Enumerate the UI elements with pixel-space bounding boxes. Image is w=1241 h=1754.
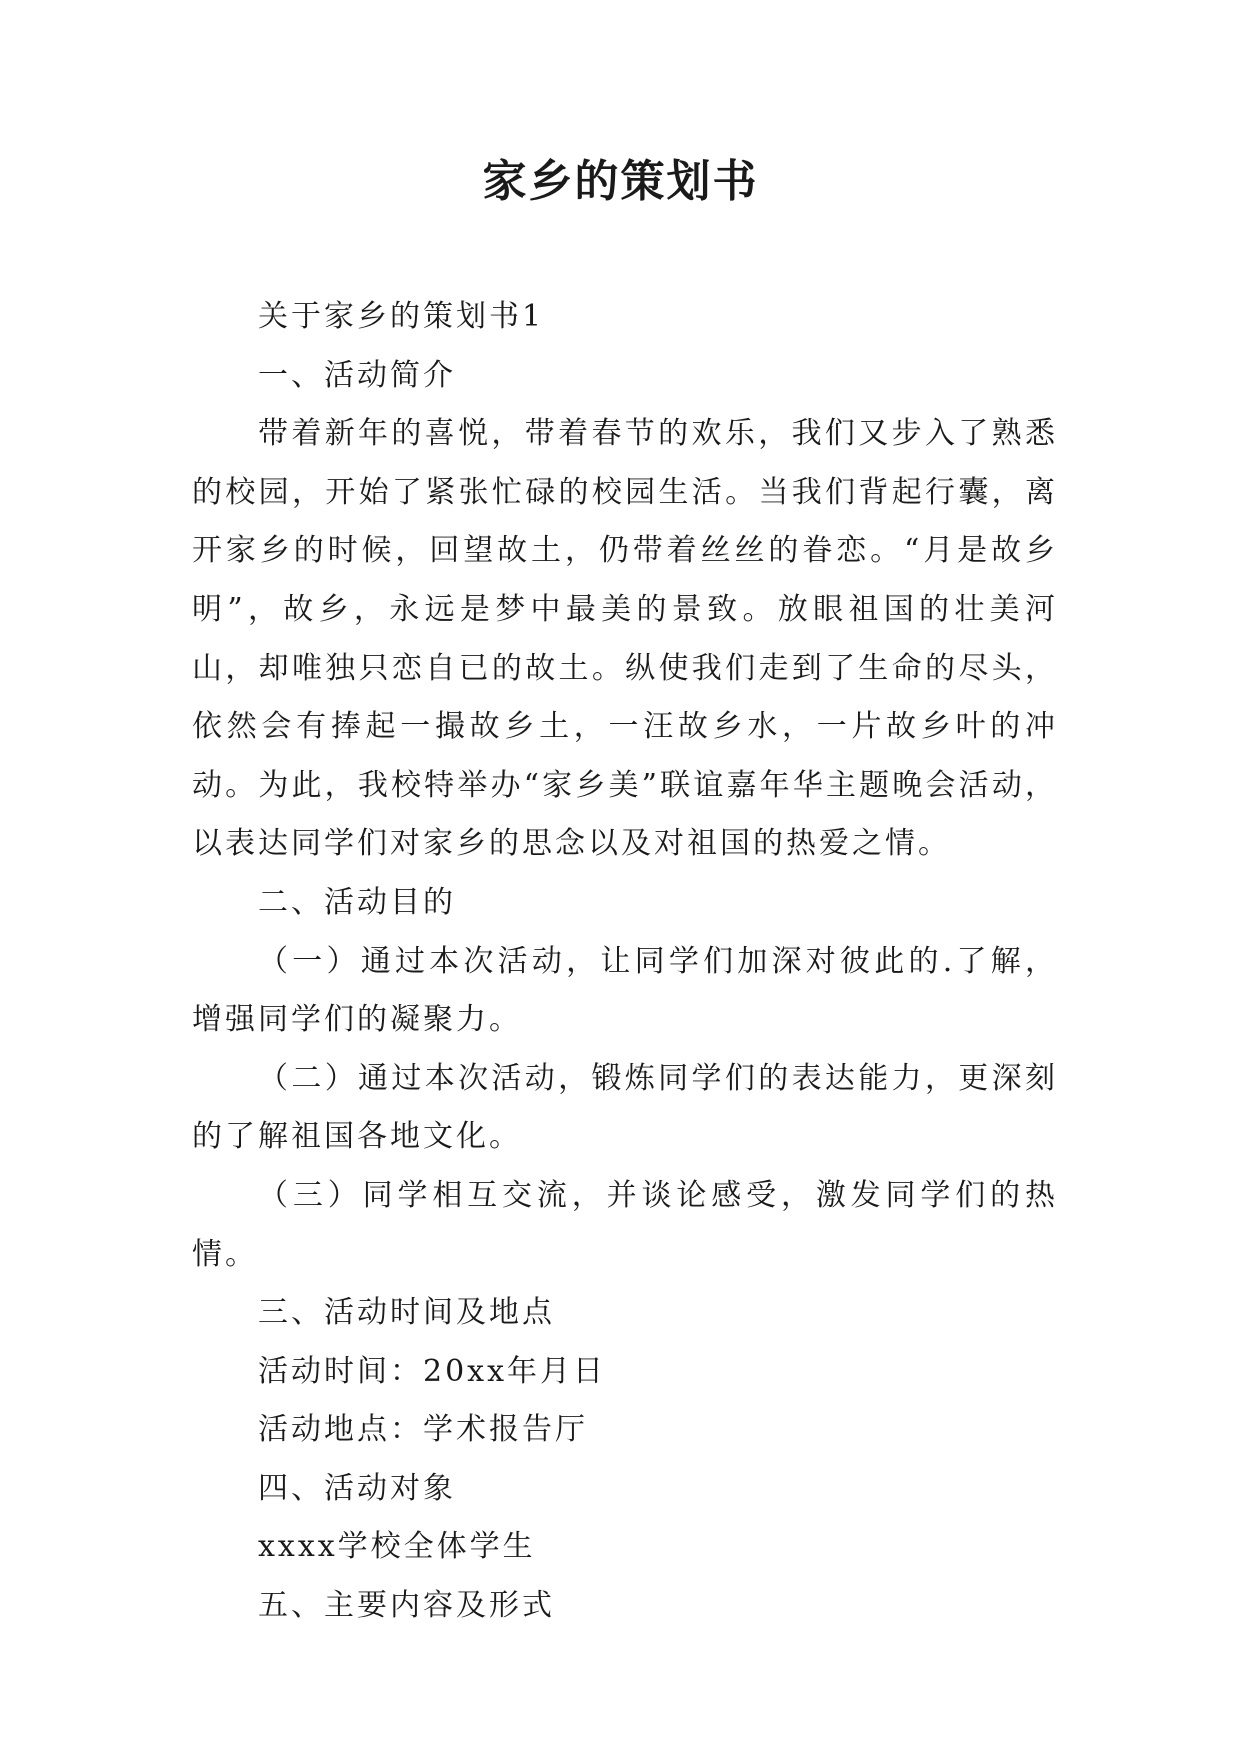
document-body xyxy=(192,288,1058,1636)
section-heading-intro-title: 关于家乡的策划书1 xyxy=(258,299,545,334)
section-heading-activity-intro: 一、活动简介 xyxy=(258,357,456,393)
paragraph-activity-place: 活动地点：学术报告厅 xyxy=(258,1412,588,1448)
section-heading-activity-goal: 二、活动目的 xyxy=(258,884,456,920)
paragraph-goal-2: （二）通过本次活动，锻炼同学们的表达能力，更深刻的了解祖国各地文化。 xyxy=(192,1060,1058,1155)
paragraph-activity-intro: 带着新年的喜悦，带着春节的欢乐，我们又步入了熟悉的校园，开始了紧张忙碌的校园生活。当我们背起行囊，离开家乡的时候，回望故土，仍带着丝丝的眷恋。“月是故乡明”，故乡，永远是梦中最美的景致。放眼祖国的壮美河山，却唯独只恋自已的故土。纵使我们走到了生命的尽头，依然会有捧起一撮故乡土，一汪故乡水，一片故乡叶的冲动。为此，我校特举办“家乡美”联谊嘉年华主题晚会活动，以表达同学们对家乡的思念以及对祖国的热爱之情。 xyxy=(192,416,1058,862)
section-heading-time-place: 三、活动时间及地点 xyxy=(258,1295,555,1331)
section-heading-content-form: 五、主要内容及形式 xyxy=(258,1588,555,1624)
paragraph-goal-3: （三）同学相互交流，并谈论感受，激发同学们的热情。 xyxy=(192,1177,1058,1272)
paragraph-activity-time: 活动时间：20xx年月日 xyxy=(258,1353,607,1389)
document-title: 家乡的策划书 xyxy=(482,156,759,207)
paragraph-audience: xxxx学校全体学生 xyxy=(258,1529,536,1565)
paragraph-goal-1: （一）通过本次活动，让同学们加深对彼此的.了解，增强同学们的凝聚力。 xyxy=(192,943,1058,1038)
section-heading-audience: 四、活动对象 xyxy=(258,1470,456,1506)
